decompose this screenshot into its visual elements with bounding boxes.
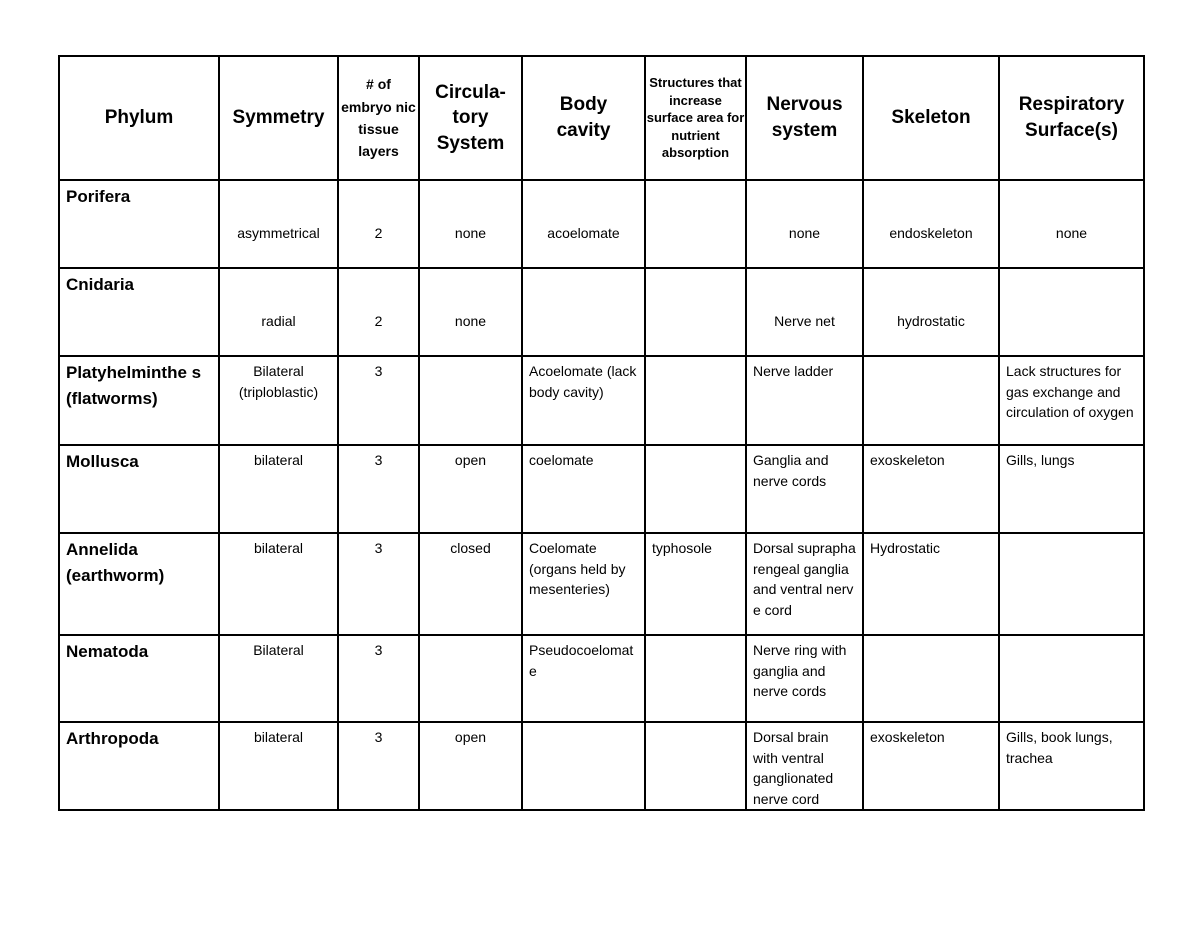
tissue-layers-cell: 2 [338, 268, 419, 356]
skeleton-cell: endoskeleton [863, 180, 999, 268]
header-nervous: Nervous system [746, 56, 863, 180]
body-cavity-cell: acoelomate [522, 180, 645, 268]
surface-structures-cell [645, 180, 746, 268]
respiratory-cell [999, 268, 1144, 356]
phylum-name: Arthropoda [59, 722, 219, 810]
respiratory-cell [999, 635, 1144, 722]
surface-structures-cell [645, 356, 746, 445]
header-skeleton: Skeleton [863, 56, 999, 180]
circulatory-cell: none [419, 268, 522, 356]
body-cavity-cell: Pseudocoelomate [522, 635, 645, 722]
surface-structures-cell [645, 445, 746, 533]
table-row [59, 180, 1144, 268]
body-cavity-cell: coelomate [522, 445, 645, 533]
symmetry-cell: bilateral [219, 445, 338, 533]
body-cavity-cell [522, 268, 645, 356]
nervous-cell: Dorsal brain with ventral ganglionated nerve cord [746, 722, 863, 810]
header-surface-structures: Structures that increase surface area for nutrient absorption [645, 56, 746, 180]
body-cavity-cell: Coelomate (organs held by mesenteries) [522, 533, 645, 635]
circulatory-cell: open [419, 445, 522, 533]
respiratory-cell [999, 533, 1144, 635]
body-cavity-cell: Acoelomate (lack body cavity) [522, 356, 645, 445]
surface-structures-cell [645, 722, 746, 810]
tissue-layers-cell: 3 [338, 533, 419, 635]
symmetry-cell: asymmetrical [219, 180, 338, 268]
respiratory-cell: Gills, book lungs, trachea [999, 722, 1144, 810]
header-row [59, 56, 1144, 180]
symmetry-cell: bilateral [219, 722, 338, 810]
phylum-name: Platyhelminthe s (flatworms) [59, 356, 219, 445]
table-row [59, 268, 1144, 356]
nervous-cell: Nerve ring with ganglia and nerve cords [746, 635, 863, 722]
header-respiratory: Respiratory Surface(s) [999, 56, 1144, 180]
header-phylum: Phylum [59, 56, 219, 180]
table-row [59, 722, 1144, 810]
phylum-name: Porifera [59, 180, 219, 268]
skeleton-cell [863, 635, 999, 722]
nervous-cell: Dorsal suprapharengeal ganglia and ventral nerve cord [746, 533, 863, 635]
skeleton-cell: hydrostatic [863, 268, 999, 356]
tissue-layers-cell: 3 [338, 445, 419, 533]
skeleton-cell: exoskeleton [863, 445, 999, 533]
respiratory-cell: Gills, lungs [999, 445, 1144, 533]
phylum-name: Annelida (earthworm) [59, 533, 219, 635]
circulatory-cell: open [419, 722, 522, 810]
table-row [59, 635, 1144, 722]
symmetry-cell: bilateral [219, 533, 338, 635]
nervous-cell: Ganglia and nerve cords [746, 445, 863, 533]
respiratory-cell: none [999, 180, 1144, 268]
symmetry-cell: Bilateral [219, 635, 338, 722]
circulatory-cell [419, 635, 522, 722]
skeleton-cell: Hydrostatic [863, 533, 999, 635]
nervous-cell: none [746, 180, 863, 268]
table-row [59, 533, 1144, 635]
phylum-name: Mollusca [59, 445, 219, 533]
nervous-cell: Nerve net [746, 268, 863, 356]
symmetry-cell: Bilateral (triploblastic) [219, 356, 338, 445]
nervous-cell: Nerve ladder [746, 356, 863, 445]
tissue-layers-cell: 2 [338, 180, 419, 268]
skeleton-cell: exoskeleton [863, 722, 999, 810]
symmetry-cell: radial [219, 268, 338, 356]
phylum-comparison-table [58, 55, 1145, 811]
surface-structures-cell [645, 635, 746, 722]
phylum-name: Nematoda [59, 635, 219, 722]
header-tissue-layers: # of embryo nic tissue layers [338, 56, 419, 180]
header-circulatory: Circula- tory System [419, 56, 522, 180]
surface-structures-cell [645, 268, 746, 356]
skeleton-cell [863, 356, 999, 445]
surface-structures-cell: typhosole [645, 533, 746, 635]
circulatory-cell [419, 356, 522, 445]
table-row [59, 445, 1144, 533]
circulatory-cell: closed [419, 533, 522, 635]
table-row [59, 356, 1144, 445]
respiratory-cell: Lack structures for gas exchange and circulation of oxygen [999, 356, 1144, 445]
tissue-layers-cell: 3 [338, 722, 419, 810]
header-symmetry: Symmetry [219, 56, 338, 180]
tissue-layers-cell: 3 [338, 635, 419, 722]
tissue-layers-cell: 3 [338, 356, 419, 445]
phylum-name: Cnidaria [59, 268, 219, 356]
header-body-cavity: Body cavity [522, 56, 645, 180]
circulatory-cell: none [419, 180, 522, 268]
body-cavity-cell [522, 722, 645, 810]
